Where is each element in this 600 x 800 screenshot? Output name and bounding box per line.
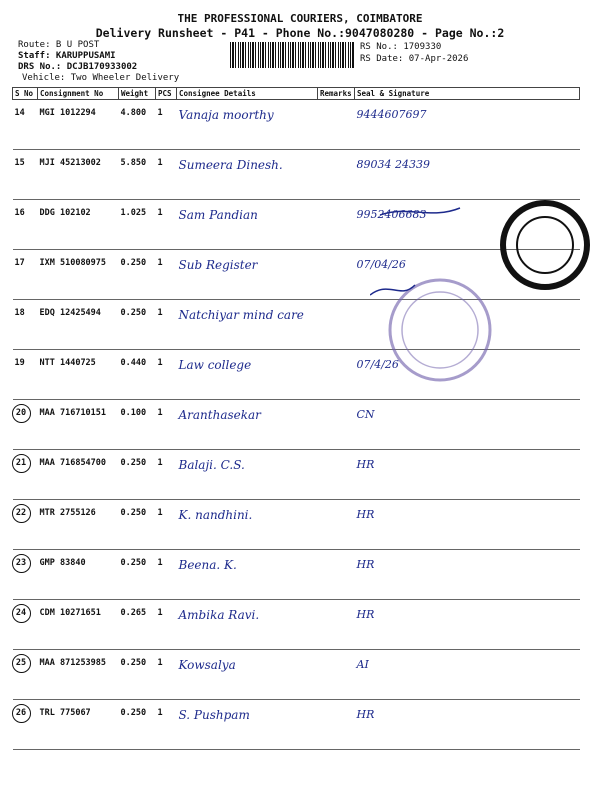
consignment-cell [38,300,119,350]
remarks-cell [318,450,355,500]
consignee-value: Vanaja moorthy [178,108,274,122]
sno-cell [13,400,38,450]
sno-value: 25 [12,654,31,673]
weight-value: 0.250 [120,708,147,718]
consignment-cell [38,150,119,200]
company-name: THE PROFESSIONAL COURIERS, COIMBATORE [177,12,423,25]
consignment-value: MJI 45213002 [39,158,101,168]
consignment-cell [38,600,119,650]
round-stamp [503,203,587,287]
seal-cell [355,700,580,750]
consignee-cell [177,200,318,250]
office-stamp [390,280,490,380]
weight-cell [119,650,156,700]
remarks-cell [318,100,355,150]
weight-value: 0.250 [120,308,147,318]
table-row [13,150,580,200]
consignment-value: EDQ 12425494 [39,308,101,318]
table-row [13,400,580,450]
consignee-value: Kowsalya [178,658,236,672]
remarks-cell [318,350,355,400]
col-consignee: Consignee Details [177,88,318,100]
pcs-cell [156,350,177,400]
table-row [13,550,580,600]
weight-cell [119,150,156,200]
remarks-cell [318,150,355,200]
table-row [13,650,580,700]
consignee-cell [177,300,318,350]
sno-cell [13,100,38,150]
weight-cell [119,450,156,500]
weight-cell [119,500,156,550]
sno-value: 19 [14,358,25,368]
sno-cell [13,350,38,400]
sno-value: 16 [14,208,25,218]
weight-cell [119,400,156,450]
seal-value: 07/4/26 [356,358,399,371]
pcs-cell [156,500,177,550]
sno-cell [13,550,38,600]
consignee-cell [177,600,318,650]
weight-value: 0.100 [120,408,147,418]
seal-cell [355,450,580,500]
sno-value: 23 [12,554,31,573]
weight-value: 4.800 [120,108,147,118]
consignee-cell [177,250,318,300]
weight-value: 0.250 [120,258,147,268]
seal-cell [355,400,580,450]
consignee-cell [177,650,318,700]
col-remarks: Remarks [318,88,355,100]
remarks-cell [318,250,355,300]
weight-cell [119,700,156,750]
seal-value: HR [356,458,375,471]
runsheet-subtitle: Delivery Runsheet - P41 - Phone No.:9047080280 - Page No.:2 [95,26,505,40]
consignee-value: Sam Pandian [178,208,258,222]
pcs-value: 1 [157,658,163,668]
weight-cell [119,200,156,250]
consignee-value: Aranthasekar [178,408,261,422]
consignee-value: Natchiyar mind care [178,308,304,322]
seal-cell [355,650,580,700]
sno-value: 22 [12,504,31,523]
sno-cell [13,500,38,550]
col-seal: Seal & Signature [355,88,580,100]
weight-value: 0.440 [120,358,147,368]
table-row [13,450,580,500]
consignment-value: MAA 716710151 [39,408,107,418]
seal-value: HR [356,558,375,571]
sno-value: 21 [12,454,31,473]
pcs-value: 1 [157,108,163,118]
consignee-cell [177,400,318,450]
seal-cell [355,150,580,200]
col-sno: S No [13,88,38,100]
sno-value: 26 [12,704,31,723]
consignment-cell [38,200,119,250]
weight-cell [119,300,156,350]
weight-value: 0.250 [120,508,147,518]
consignment-cell [38,100,119,150]
consignment-value: MAA 871253985 [39,658,107,668]
sno-cell [13,250,38,300]
consignment-value: IXM 510080975 [39,258,107,268]
seal-cell [355,600,580,650]
pcs-value: 1 [157,608,163,618]
consignee-value: Law college [178,358,252,372]
weight-value: 5.850 [120,158,147,168]
sno-value: 18 [14,308,25,318]
seal-stamps [370,200,600,390]
sno-cell [13,200,38,250]
consignee-value: Sumeera Dinesh. [178,158,283,172]
consignee-cell [177,550,318,600]
sno-cell [13,300,38,350]
signature-scribble [380,208,460,215]
seal-cell [355,100,580,150]
consignment-value: DDG 102102 [39,208,91,218]
table-row [13,700,580,750]
pcs-value: 1 [157,408,163,418]
pcs-cell [156,600,177,650]
pcs-cell [156,700,177,750]
pcs-cell [156,100,177,150]
pcs-value: 1 [157,158,163,168]
remarks-cell [318,650,355,700]
pcs-cell [156,650,177,700]
table-row [13,100,580,150]
consignee-cell [177,700,318,750]
consignment-value: TRL 775067 [39,708,91,718]
sno-cell [13,650,38,700]
consignment-cell [38,500,119,550]
consignment-value: GMP 83840 [39,558,86,568]
remarks-cell [318,400,355,450]
seal-cell [355,500,580,550]
seal-value: 89034 24339 [356,158,430,171]
pcs-cell [156,150,177,200]
consignment-value: MTR 2755126 [39,508,96,518]
pcs-cell [156,200,177,250]
consignee-value: Sub Register [178,258,258,272]
sno-value: 20 [12,404,31,423]
pcs-cell [156,400,177,450]
sno-value: 14 [14,108,25,118]
seal-cell [355,550,580,600]
remarks-cell [318,500,355,550]
weight-value: 0.265 [120,608,147,618]
seal-value: 9952406683 [356,208,427,221]
pcs-value: 1 [157,558,163,568]
col-pcs: PCS [156,88,177,100]
consignment-cell [38,550,119,600]
seal-value: 07/04/26 [356,258,406,271]
pcs-value: 1 [157,308,163,318]
consignment-value: MAA 716854700 [39,458,107,468]
table-row [13,500,580,550]
weight-cell [119,350,156,400]
sno-cell [13,700,38,750]
vehicle-label: Vehicle: Two Wheeler Delivery [22,73,180,83]
consignment-cell [38,250,119,300]
remarks-cell [318,600,355,650]
pcs-value: 1 [157,208,163,218]
weight-value: 0.250 [120,458,147,468]
consignment-value: MGI 1012294 [39,108,96,118]
seal-value: HR [356,708,375,721]
pcs-cell [156,250,177,300]
col-consignment: Consignment No [38,88,119,100]
signature-scribble-2 [370,285,415,295]
staff-label: Staff: KARUPPUSAMI [18,51,116,61]
consignment-cell [38,650,119,700]
seal-value: 9444607697 [356,108,427,121]
barcode [230,42,355,68]
pcs-value: 1 [157,458,163,468]
remarks-cell [318,550,355,600]
consignee-cell [177,150,318,200]
sno-value: 17 [14,258,25,268]
office-stamp-inner [402,292,478,368]
weight-cell [119,600,156,650]
remarks-cell [318,200,355,250]
consignee-value: Balaji. C.S. [178,458,245,472]
consignment-cell [38,450,119,500]
consignment-cell [38,400,119,450]
sno-cell [13,600,38,650]
consignee-cell [177,450,318,500]
weight-cell [119,100,156,150]
rs-date: RS Date: 07-Apr-2026 [360,54,469,64]
sno-value: 24 [12,604,31,623]
consignment-cell [38,350,119,400]
consignee-value: K. nandhini. [178,508,253,522]
table-row [13,600,580,650]
consignment-value: NTT 1440725 [39,358,96,368]
route-label: Route: B U POST [18,40,100,50]
sno-value: 15 [14,158,25,168]
consignee-value: Beena. K. [178,558,237,572]
weight-value: 1.025 [120,208,147,218]
weight-cell [119,550,156,600]
seal-value: HR [356,608,375,621]
drs-label: DRS No.: DCJB170933002 [18,62,138,72]
consignee-value: Ambika Ravi. [178,608,260,622]
runsheet-table [12,87,580,750]
pcs-value: 1 [157,508,163,518]
pcs-cell [156,450,177,500]
sno-cell [13,150,38,200]
remarks-cell [318,300,355,350]
consignee-cell [177,350,318,400]
consignee-cell [177,100,318,150]
consignment-value: CDM 10271651 [39,608,101,618]
table-header-row [13,88,580,100]
weight-value: 0.250 [120,558,147,568]
consignee-value: S. Pushpam [178,708,250,722]
round-stamp-inner [517,217,573,273]
seal-value: CN [356,408,375,421]
consignment-cell [38,700,119,750]
sno-cell [13,450,38,500]
weight-value: 0.250 [120,658,147,668]
rs-number: RS No.: 1709330 [360,42,442,52]
pcs-cell [156,550,177,600]
weight-cell [119,250,156,300]
pcs-value: 1 [157,258,163,268]
remarks-cell [318,700,355,750]
seal-value: HR [356,508,375,521]
consignee-cell [177,500,318,550]
pcs-value: 1 [157,358,163,368]
col-weight: Weight [119,88,156,100]
pcs-cell [156,300,177,350]
pcs-value: 1 [157,708,163,718]
seal-value: AI [356,658,369,671]
